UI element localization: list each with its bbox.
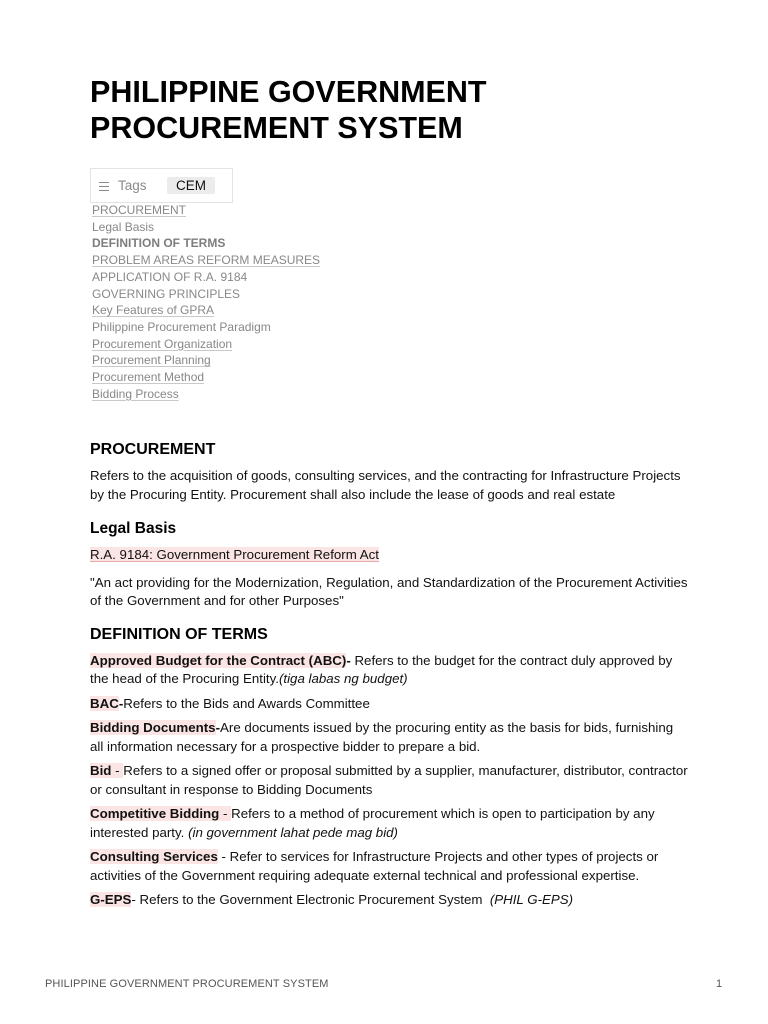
definition-text: Refer to services for Infrastructure Projects and other types of projects or activities of the Government requiring adequate external technical and professional expertise. xyxy=(90,849,659,883)
definition-bac xyxy=(90,695,690,714)
definition-text: Are documents issued by the procuring entity as the basis for bids, furnishing all information necessary for a prospective bidder to prepare a bid. xyxy=(90,720,674,754)
toc-item-problem-areas[interactable]: PROBLEM AREAS REFORM MEASURES xyxy=(92,253,321,268)
toc-item-application-ra-9184[interactable]: APPLICATION OF R.A. 9184 xyxy=(92,269,248,284)
toc-item-key-features[interactable]: Key Features of GPRA xyxy=(92,303,215,318)
toc-item-definition-of-terms[interactable]: DEFINITION OF TERMS xyxy=(92,236,226,251)
definition-term: Bidding Documents xyxy=(90,720,216,735)
page-number: 1 xyxy=(716,978,723,990)
toc-item-procurement-method[interactable]: Procurement Method xyxy=(92,370,205,385)
document-title xyxy=(90,74,710,146)
definition-term: Consulting Services xyxy=(90,849,218,864)
legal-basis-heading: Legal Basis xyxy=(90,520,177,537)
definition-term: Competitive Bidding xyxy=(90,806,220,821)
legal-basis-quote: "An act providing for the Modernization, Regulation, and Standardization of the Procurement Activities of the Government and for other Purposes" xyxy=(90,574,688,608)
definition-bid xyxy=(90,762,690,799)
tags-property xyxy=(90,168,233,203)
toc-item-procurement-organization[interactable]: Procurement Organization xyxy=(92,336,233,351)
definition-separator: - xyxy=(215,720,221,735)
document-title-line-1: PHILIPPINE GOVERNMENT xyxy=(90,75,487,109)
toc-item-procurement[interactable]: PROCUREMENT xyxy=(92,203,187,217)
definition-note: (tiga labas ng budget) xyxy=(278,671,408,686)
definition-separator: - xyxy=(118,695,124,711)
footer-title: PHILIPPINE GOVERNMENT PROCUREMENT SYSTEM xyxy=(45,978,329,990)
definition-separator: - xyxy=(346,652,355,668)
definition-term: BAC xyxy=(90,695,119,711)
tags-label-group xyxy=(91,178,161,193)
toc-item-procurement-paradigm[interactable]: Philippine Procurement Paradigm xyxy=(92,319,271,334)
definition-bidding-documents xyxy=(90,719,690,756)
legal-basis-ra xyxy=(90,546,690,565)
definition-text: Refers to the budget for the contract duly approved by the head of the Procuring Entity. xyxy=(90,652,673,686)
toc-item-bidding-process[interactable]: Bidding Process xyxy=(92,386,179,401)
definition-separator: - xyxy=(111,763,124,778)
ra-9184-link[interactable]: R.A. 9184: Government Procurement Reform Act xyxy=(90,547,379,562)
list-icon xyxy=(99,182,109,191)
definition-text: Refers to the Government Electronic Procurement System xyxy=(139,892,490,907)
toc-item-legal-basis[interactable]: Legal Basis xyxy=(92,219,155,234)
table-of-contents xyxy=(92,202,320,402)
definitions-heading: DEFINITION OF TERMS xyxy=(90,625,268,643)
definition-term: Bid xyxy=(90,763,112,778)
definition-competitive-bidding xyxy=(90,805,690,842)
document-title-line-2: PROCUREMENT SYSTEM xyxy=(90,111,463,145)
toc-item-governing-principles[interactable]: GOVERNING PRINCIPLES xyxy=(92,286,241,301)
main-content xyxy=(90,440,690,910)
definition-term: G-EPS xyxy=(90,892,132,907)
definition-abc xyxy=(90,652,690,689)
definition-consulting-services xyxy=(90,848,690,885)
definition-note: (PHIL G-EPS) xyxy=(489,892,574,907)
definition-text: Refers to a signed offer or proposal submitted by a supplier, manufacturer, distributor, contractor or consultant in response to Bidding Documents xyxy=(90,763,688,797)
procurement-body: Refers to the acquisition of goods, consulting services, and the contracting for Infrastructure Projects by the Procuring Entity. Procurement shall also include the lease of goods and real estate xyxy=(90,468,681,502)
definition-term: Approved Budget for the Contract (ABC) xyxy=(90,652,347,668)
procurement-heading: PROCUREMENT xyxy=(90,441,216,458)
definition-separator: - xyxy=(131,892,140,907)
toc-item-procurement-planning[interactable]: Procurement Planning xyxy=(92,353,211,368)
tag-chip[interactable]: CEM xyxy=(167,177,215,194)
definition-separator: - xyxy=(217,849,230,864)
definition-separator: - xyxy=(219,806,232,821)
tags-label: Tags xyxy=(118,178,147,193)
definition-g-eps xyxy=(90,891,690,910)
definition-text: Refers to the Bids and Awards Committee xyxy=(123,695,370,711)
definition-text: Refers to a method of procurement which is open to participation by any interested party. xyxy=(90,806,655,840)
definition-note: (in government lahat pede mag bid) xyxy=(188,824,398,840)
